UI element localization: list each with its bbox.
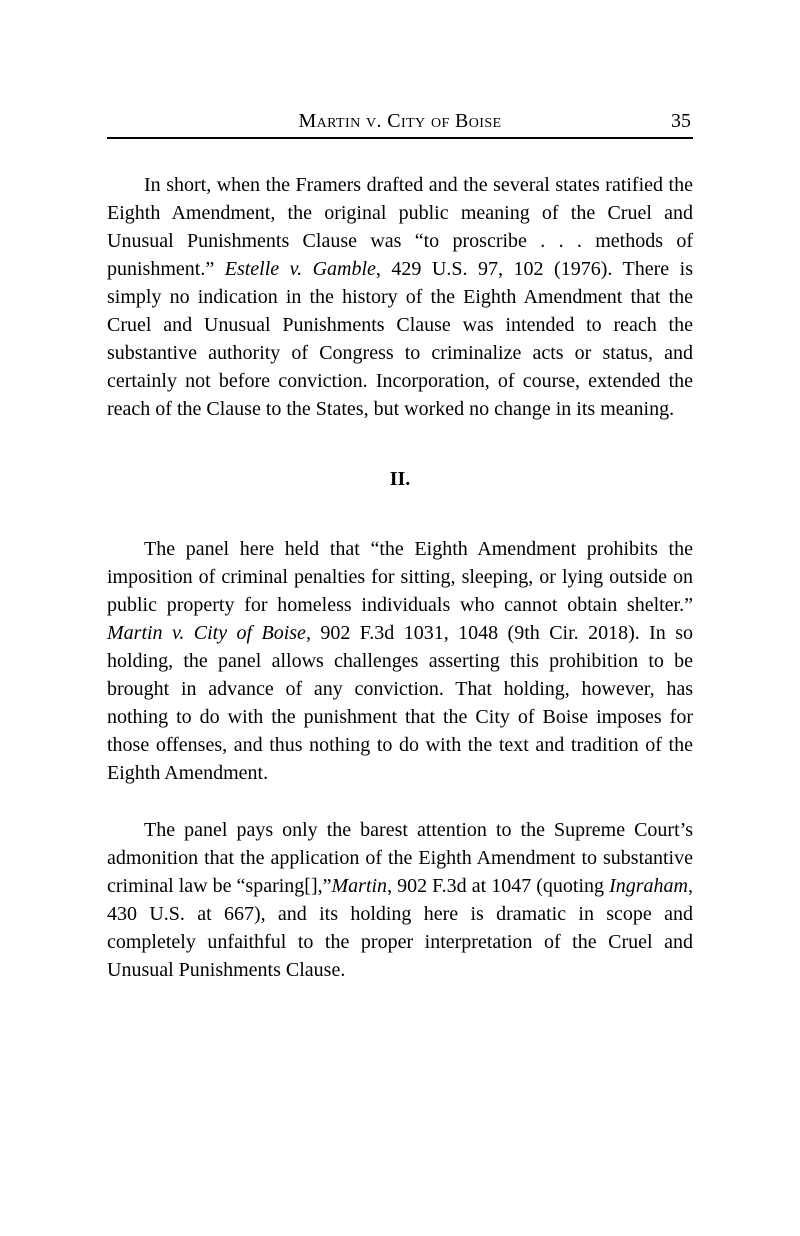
running-head-case-title: Martin v. City of Boise: [298, 110, 502, 132]
text-run: In short, when the Framers drafted and the several states ratified the Eighth Amendment, the original public meaning of the Cruel and Unusual Punishments Clause was “to proscribe . . . methods of punishment.”: [107, 174, 693, 280]
case-citation-martin-short: Martin: [331, 875, 388, 897]
page-number: 35: [671, 110, 691, 132]
opinion-body: [107, 171, 693, 984]
text-run: The panel here held that “the Eighth Amendment prohibits the imposition of criminal penalties for sitting, sleeping, or lying outside on public property for homeless individuals who cannot obtain shelter.”: [107, 538, 693, 616]
case-citation-martin: Martin v. City of Boise: [107, 622, 306, 644]
text-run: The panel pays only the barest attention to the Supreme Court’s admonition that the application of the Eighth Amendment to substantive criminal law be “sparing[],”: [107, 819, 693, 897]
text-run: , 430 U.S. at 667), and its holding here is dramatic in scope and completely unfaithful to the proper interpretation of the Cruel and Unusual Punishments Clause.: [107, 875, 693, 981]
page-content: [107, 108, 693, 984]
text-run: , 429 U.S. 97, 102 (1976). There is simply no indication in the history of the Eighth Amendment that the Cruel and Unusual Punishments Clause was intended to reach the substantive authority of Congress to criminalize acts or status, and certainly not before conviction. Incorporation, of course, extended the reach of the Clause to the States, but worked no change in its meaning.: [107, 258, 694, 420]
text-run: , 902 F.3d at 1047 (quoting: [387, 875, 610, 897]
page-header: [107, 108, 693, 134]
section-heading: II.: [389, 468, 411, 490]
paragraph-3: [107, 816, 693, 984]
paragraph-2: [107, 535, 693, 787]
text-run: , 902 F.3d 1031, 1048 (9th Cir. 2018). In so holding, the panel allows challenges asserting this prohibition to be brought in advance of any conviction. That holding, however, has nothing to do with the punishment that the City of Boise imposes for those offenses, and thus nothing to do with the text and tradition of the Eighth Amendment.: [107, 622, 694, 784]
header-rule: [107, 137, 693, 139]
case-citation-ingraham: Ingraham: [609, 875, 688, 897]
case-citation-estelle: Estelle v. Gamble: [224, 258, 376, 280]
paragraph-1: [107, 171, 693, 423]
